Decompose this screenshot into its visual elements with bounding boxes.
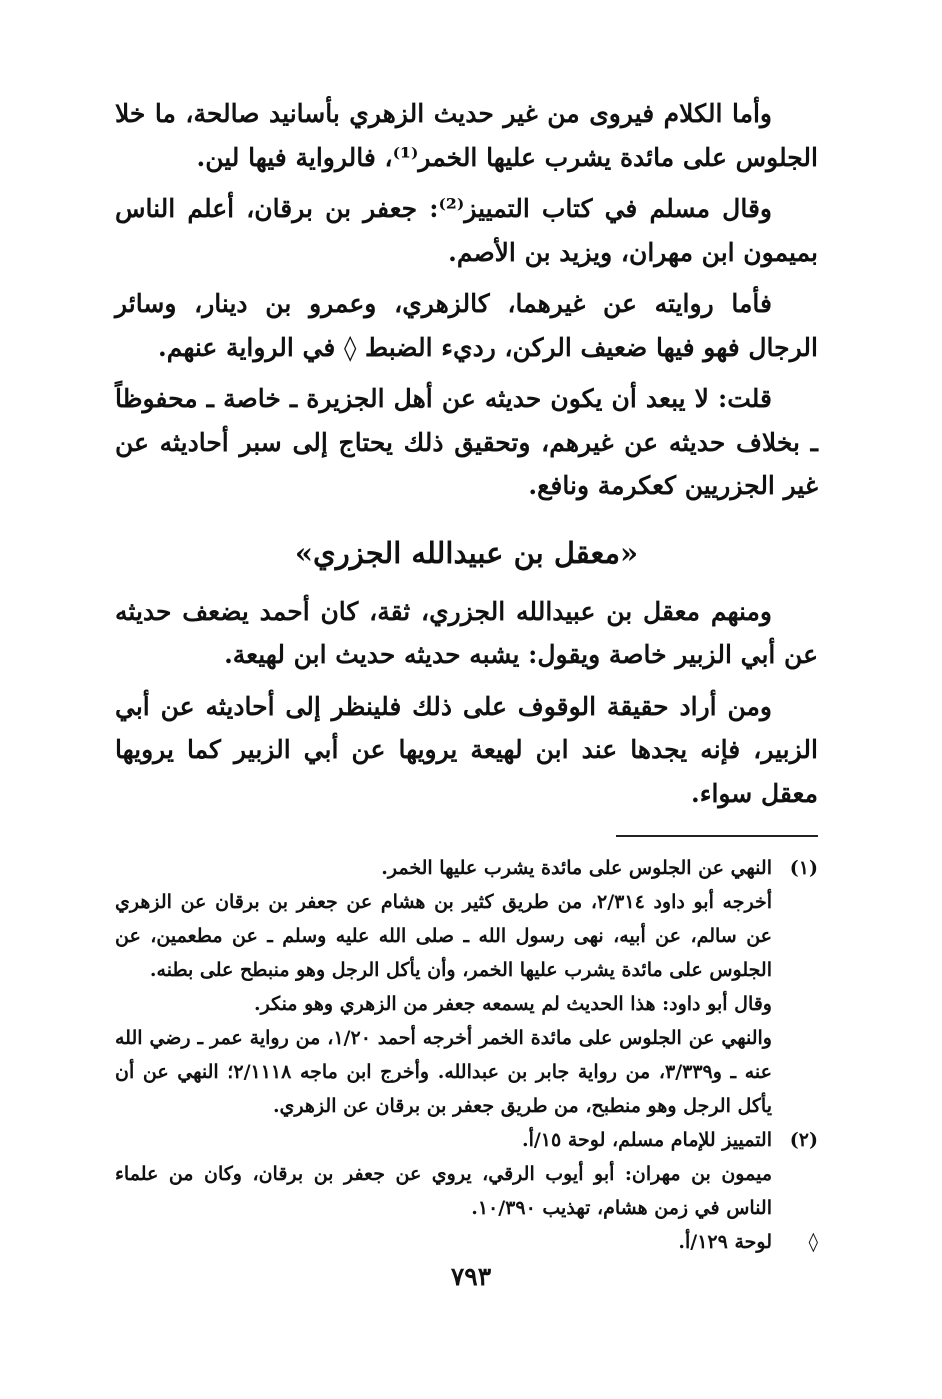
footnote-text: ميمون بن مهران: أبو أيوب الرقي، يروي عن جعفر بن برقان، وكان من علماء الناس في زمن هشام، تهذيب ١٠/٣٩٠. — [115, 1163, 772, 1219]
footnote-text: النهي عن الجلوس على مائدة يشرب عليها الخمر. — [381, 857, 772, 879]
section-heading: «معقل بن عبيدالله الجزري» — [294, 535, 639, 570]
footnote-1-cont-3 — [115, 1021, 818, 1123]
footnote-2 — [115, 1123, 818, 1157]
footnote-1 — [115, 851, 818, 885]
footnote-text: أخرجه أبو داود ٢/٣١٤، من طريق كثير بن هشام عن جعفر بن برقان عن الزهري عن سالم، عن أبيه، نهى رسول الله ـ صلى الله عليه وسلم ـ عن مطعمين، عن الجلوس على مائدة يشرب عليها الخمر، وأن يأكل الرجل وهو منبطح على بطنه. — [115, 891, 772, 981]
footnote-divider — [616, 835, 818, 837]
footnote-marker: (١) — [789, 857, 818, 879]
paragraph-1: وأما الكلام فيروى من غير حديث الزهري بأسانيد صالحة، ما خلا الجلوس على مائدة يشرب عليها الخمر⁽¹⁾، فالرواية فيها لين. — [115, 99, 818, 172]
footnote-text: التمييز للإمام مسلم، لوحة ١٥/أ. — [521, 1129, 772, 1151]
page-body — [115, 92, 818, 1259]
footnote-2-cont-1 — [115, 1157, 818, 1225]
section-paragraph-2: ومن أراد حقيقة الوقوف على ذلك فلينظر إلى أحاديثه عن أبي الزبير، فإنه يجدها عند ابن لهيعة يرويها عن أبي الزبير كما يرويها معقل سواء. — [115, 691, 818, 808]
footnote-marker: (٢) — [789, 1129, 818, 1151]
paragraph-3: فأما روايته عن غيرهما، كالزهري، وعمرو بن دينار، وسائر الرجال فهو فيها ضعيف الركن، رديء الضبط ◊ في الرواية عنهم. — [115, 289, 818, 362]
footnote-3 — [115, 1225, 818, 1259]
paragraph-4: قلت: لا يبعد أن يكون حديثه عن أهل الجزيرة ـ خاصة ـ محفوظاً ـ بخلاف حديثه عن غيرهم، وتحقيق ذلك يحتاج إلى سبر أحاديثه عن غير الجزريين كعكرمة ونافع. — [115, 384, 818, 500]
footnote-1-cont-1 — [115, 885, 818, 987]
paragraph-2: وقال مسلم في كتاب التمييز⁽²⁾: جعفر بن برقان، أعلم الناس بميمون ابن مهران، ويزيد بن الأصم. — [115, 194, 818, 267]
page-number: ٧٩٣ — [450, 1262, 492, 1291]
footnote-marker: ◊ — [808, 1231, 818, 1253]
footnote-text: والنهي عن الجلوس على مائدة الخمر أخرجه أحمد ١/٢٠، من رواية عمر ـ رضي الله عنه ـ و٣/٣٣٩، من رواية جابر بن عبدالله. وأخرج ابن ماجه ٢/١١١٨؛ النهي عن أن يأكل الرجل وهو منطبح، من طريق جعفر بن برقان عن الزهري. — [115, 1027, 773, 1117]
footnotes — [115, 851, 818, 1259]
footnote-1-cont-2 — [115, 987, 818, 1021]
section-paragraph-1: ومنهم معقل بن عبيدالله الجزري، ثقة، كان أحمد يضعف حديثه عن أبي الزبير خاصة ويقول: يشبه حديثه حديث ابن لهيعة. — [115, 596, 818, 669]
footnote-text: وقال أبو داود: هذا الحديث لم يسمعه جعفر من الزهري وهو منكر. — [253, 993, 772, 1015]
footnote-text: لوحة ١٢٩/أ. — [678, 1231, 772, 1253]
